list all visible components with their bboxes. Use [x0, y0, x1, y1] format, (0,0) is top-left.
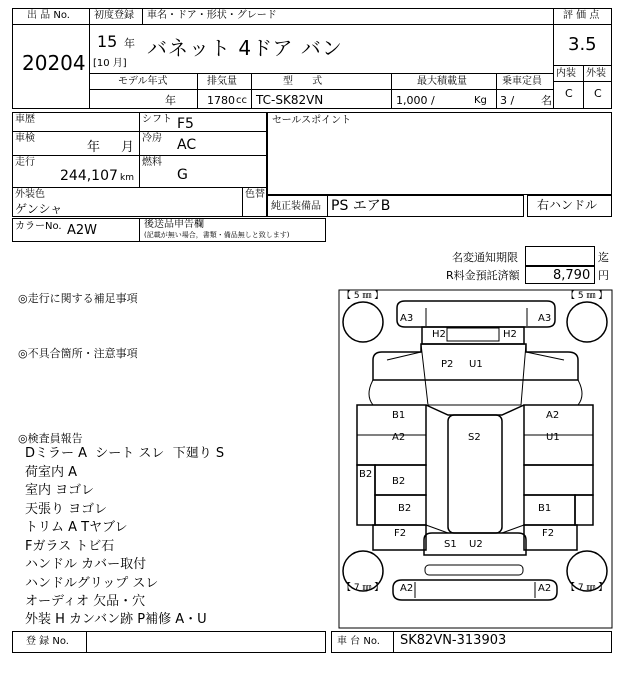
inspector-note-line: 天張り ヨゴレ — [25, 502, 108, 517]
damage-mark: B1 — [392, 410, 406, 421]
mileage-value: 244,107 — [60, 168, 118, 184]
mileage-label: 走行 — [15, 157, 35, 168]
capacity: 3 / — [500, 94, 515, 107]
color-change-label: 色替 — [245, 189, 265, 200]
tire-depth-front-right: 【 5 ㎜ 】 — [566, 291, 608, 301]
inspection-label: 車検 — [15, 133, 35, 144]
shift-label: シフト — [142, 114, 172, 125]
inspector-note-line: トリム A Tヤブレ — [25, 520, 128, 535]
damage-mark: H2 — [503, 329, 517, 340]
interior-grade: C — [565, 87, 573, 100]
exterior-color: ゲンシャ — [15, 202, 63, 216]
first-registration-month: [10 月] — [93, 58, 127, 69]
damage-mark: A2 — [392, 432, 406, 443]
interior-grade-label: 内装 — [556, 68, 576, 79]
lot-number-label: 出 品 No. — [27, 10, 70, 21]
max-load-label: 最大積載量 — [417, 76, 467, 87]
year-unit: 年 — [124, 37, 135, 50]
damage-mark: A2 — [546, 410, 560, 421]
inspector-note-line: オーディオ 欠品・穴 — [25, 594, 146, 609]
capacity-unit: 名 — [541, 94, 552, 107]
recycle-fee-label: R料金預託済額 — [446, 269, 520, 282]
chassis-number-label: 車 台 No. — [337, 636, 380, 647]
name-change-deadline-label: 名変通知期限 — [452, 251, 518, 264]
mileage-unit: km — [120, 173, 134, 183]
car-name-label: 車名・ドア・形状・グレード — [147, 10, 277, 21]
damage-mark: P2 — [441, 359, 454, 370]
max-load: 1,000 / — [396, 94, 435, 107]
inspector-note-line: 室内 ヨゴレ — [25, 483, 95, 498]
damage-mark: A3 — [400, 313, 414, 324]
ac-value: AC — [177, 137, 197, 153]
fuel-label: 燃料 — [142, 157, 162, 168]
tire-depth-rear-left: 【 7 ㎜ 】 — [342, 583, 384, 593]
ac-label: 冷房 — [142, 133, 162, 144]
displacement: 1780 — [207, 94, 235, 107]
inspector-note-line: 外装 H カンバン跡 P補修 A・U — [25, 612, 207, 627]
defects-notes-label: ◎不具合箇所・注意事項 — [18, 347, 138, 360]
car-name: バネット 4ドア バン — [147, 36, 343, 60]
inspection-year-unit: 年 — [87, 140, 101, 155]
name-change-unit: 迄 — [598, 251, 609, 264]
damage-mark: B2 — [398, 503, 412, 514]
tire-depth-front-left: 【 5 ㎜ 】 — [342, 291, 384, 301]
exterior-grade-label: 外装 — [586, 68, 606, 79]
steering-side: 右ハンドル — [537, 198, 598, 212]
color-number-label: カラーNo. — [15, 221, 62, 232]
damage-mark: S1 — [444, 539, 457, 550]
history-label: 車歴 — [15, 114, 35, 125]
model-year-label: モデル年式 — [118, 76, 168, 87]
registration-number-label: 登 録 No. — [26, 636, 69, 647]
damage-mark: F2 — [394, 528, 407, 539]
rating-label: 評 価 点 — [563, 10, 600, 21]
overall-rating: 3.5 — [568, 34, 597, 55]
chassis-number: SK82VN-313903 — [400, 633, 507, 648]
damage-mark: F2 — [542, 528, 555, 539]
first-registration-year: 15 — [97, 32, 118, 51]
capacity-label: 乗車定員 — [502, 76, 542, 87]
fuel-value: G — [177, 167, 188, 183]
damage-mark: S2 — [468, 432, 481, 443]
inspector-note-line: 荷室内 A — [25, 465, 78, 480]
inspection-month-unit: 月 — [121, 140, 135, 155]
damage-mark: B2 — [392, 476, 406, 487]
model-code: TC-SK82VN — [256, 93, 324, 107]
aftermarket-note: (記載が無い場合，書類・備品無しと致します) — [144, 231, 290, 239]
exterior-grade: C — [594, 87, 602, 100]
genuine-equipment: PS エアB — [331, 198, 391, 214]
driving-notes-label: ◎走行に関する補足事項 — [18, 292, 138, 305]
damage-mark: A2 — [538, 583, 552, 594]
model-code-label: 型 式 — [283, 76, 323, 87]
damage-mark: B1 — [538, 503, 552, 514]
max-load-unit: Kg — [474, 95, 487, 106]
genuine-equipment-label: 純正装備品 — [271, 201, 321, 212]
damage-mark: U2 — [469, 539, 483, 550]
recycle-fee-amount: 8,790 — [553, 268, 591, 283]
damage-mark: U1 — [469, 359, 483, 370]
damage-mark: A3 — [538, 313, 552, 324]
damage-mark: A2 — [400, 583, 414, 594]
damage-mark: H2 — [432, 329, 446, 340]
displacement-label: 排気量 — [207, 76, 237, 87]
inspector-note-line: Dミラー A シート スレ 下廻り S — [25, 446, 225, 461]
inspector-note-line: ハンドル カバー取付 — [25, 557, 147, 572]
first-registration-label: 初度登録 — [94, 10, 134, 21]
shift-value: F5 — [177, 116, 194, 132]
damage-mark: B2 — [359, 469, 373, 480]
color-number: A2W — [67, 223, 98, 238]
aftermarket-label: 後送品申告欄 — [144, 219, 204, 230]
displacement-unit: cc — [236, 95, 247, 106]
recycle-fee-unit: 円 — [598, 269, 609, 282]
damage-mark: U1 — [546, 432, 560, 443]
model-year-unit: 年 — [165, 94, 176, 107]
exterior-color-label: 外装色 — [15, 189, 45, 200]
inspector-note-line: ハンドルグリップ スレ — [25, 576, 159, 591]
sales-points-label: セールスポイント — [272, 115, 352, 126]
tire-depth-rear-right: 【 7 ㎜ 】 — [566, 583, 608, 593]
inspector-report-label: ◎検査員報告 — [18, 432, 83, 445]
lot-number: 20204 — [22, 51, 86, 75]
inspector-note-line: Fガラス トビ石 — [25, 539, 115, 554]
